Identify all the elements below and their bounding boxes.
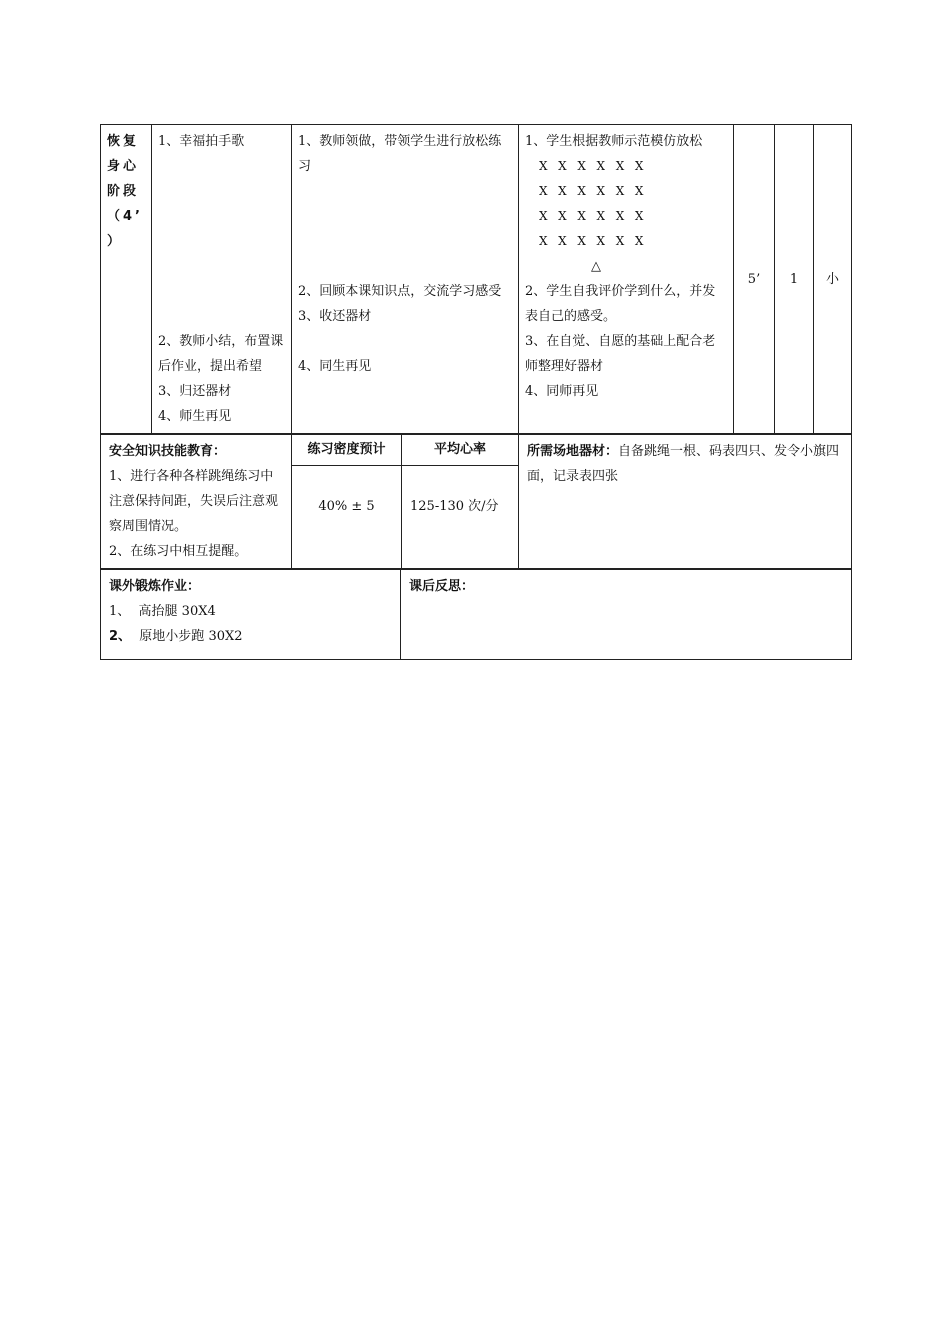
stage-line: ） xyxy=(107,234,124,249)
teacher-triangle-icon: △ xyxy=(591,259,601,274)
formation-row: X X X X X X xyxy=(539,184,645,198)
safety-item: 1、进行各种各样跳绳练习中注意保持间距，失误后注意观察周围情况。 xyxy=(109,469,279,534)
stage-line: （4’ xyxy=(107,209,143,224)
spacer xyxy=(298,179,512,279)
teacher-item: 1、教师领做，带领学生进行放松练习 xyxy=(298,134,502,174)
reflection-heading: 课后反思： xyxy=(409,579,475,594)
intensity-value: 小 xyxy=(825,271,839,287)
spacer xyxy=(298,329,512,354)
summary-table xyxy=(100,434,852,569)
safety-heading: 安全知识技能教育： xyxy=(109,444,227,459)
safety-item: 2、在练习中相互提醒。 xyxy=(109,544,248,559)
equipment-cell xyxy=(519,435,852,569)
density-value-cell xyxy=(292,466,402,569)
time-value: 5’ xyxy=(747,271,761,287)
homework-heading: 课外锻炼作业： xyxy=(109,579,201,594)
content-item: 2、教师小结，布置课后作业，提出希望 xyxy=(158,334,284,374)
student-item: 3、在自觉、自愿的基础上配合老师整理好器材 xyxy=(525,334,716,374)
spacer xyxy=(158,254,285,329)
homework-table xyxy=(100,569,852,660)
intensity-cell xyxy=(814,125,852,434)
teacher-item: 4、同生再见 xyxy=(298,359,372,374)
content-item: 3、归还器材 xyxy=(158,384,232,399)
student-item: 2、学生自我评价学到什么，并发表自己的感受。 xyxy=(525,284,716,324)
safety-cell xyxy=(101,435,292,569)
heart-rate-value-cell xyxy=(402,466,519,569)
stage-line: 恢复 xyxy=(107,134,140,149)
recovery-stage-table xyxy=(100,124,852,434)
content-item: 1、幸福拍手歌 xyxy=(158,134,245,149)
equipment-text: 自备跳绳一根、码表四只、发令小旗四面，记录表四张 xyxy=(527,444,840,484)
student-item: 1、学生根据教师示范模仿放松 xyxy=(525,134,703,149)
student-item: 4、同师再见 xyxy=(525,384,599,399)
spacer xyxy=(158,154,285,254)
stage-line: 身心 xyxy=(107,159,140,174)
lesson-plan-page xyxy=(100,124,851,660)
stage-line: 阶段 xyxy=(107,184,140,199)
student-cell xyxy=(519,125,734,434)
homework-item: 1、 高抬腿 30X4 xyxy=(109,604,216,619)
homework-cell xyxy=(101,570,401,660)
teacher-item: 3、收还器材 xyxy=(298,309,372,324)
time-cell xyxy=(734,125,775,434)
density-value: 40% ± 5 xyxy=(318,499,375,515)
count-value: 1 xyxy=(789,271,799,287)
homework-item xyxy=(109,624,392,649)
homework-item-number: 2、 xyxy=(109,629,132,644)
formation-row: X X X X X X xyxy=(539,234,645,248)
heart-rate-heading: 平均心率 xyxy=(402,435,519,466)
teacher-cell xyxy=(292,125,519,434)
content-item: 4、师生再见 xyxy=(158,409,232,424)
reflection-cell xyxy=(401,570,852,660)
equipment-heading: 所需场地器材： xyxy=(527,444,619,459)
content-cell xyxy=(152,125,292,434)
count-cell xyxy=(775,125,814,434)
homework-item-text: 原地小步跑 30X2 xyxy=(131,629,243,644)
formation-row: X X X X X X xyxy=(539,159,645,173)
formation-row: X X X X X X xyxy=(539,209,645,223)
heart-rate-value: 125-130 次/分 xyxy=(410,499,499,515)
stage-label xyxy=(101,125,152,434)
density-heading: 练习密度预计 xyxy=(292,435,402,466)
teacher-item: 2、回顾本课知识点，交流学习感受 xyxy=(298,284,502,299)
